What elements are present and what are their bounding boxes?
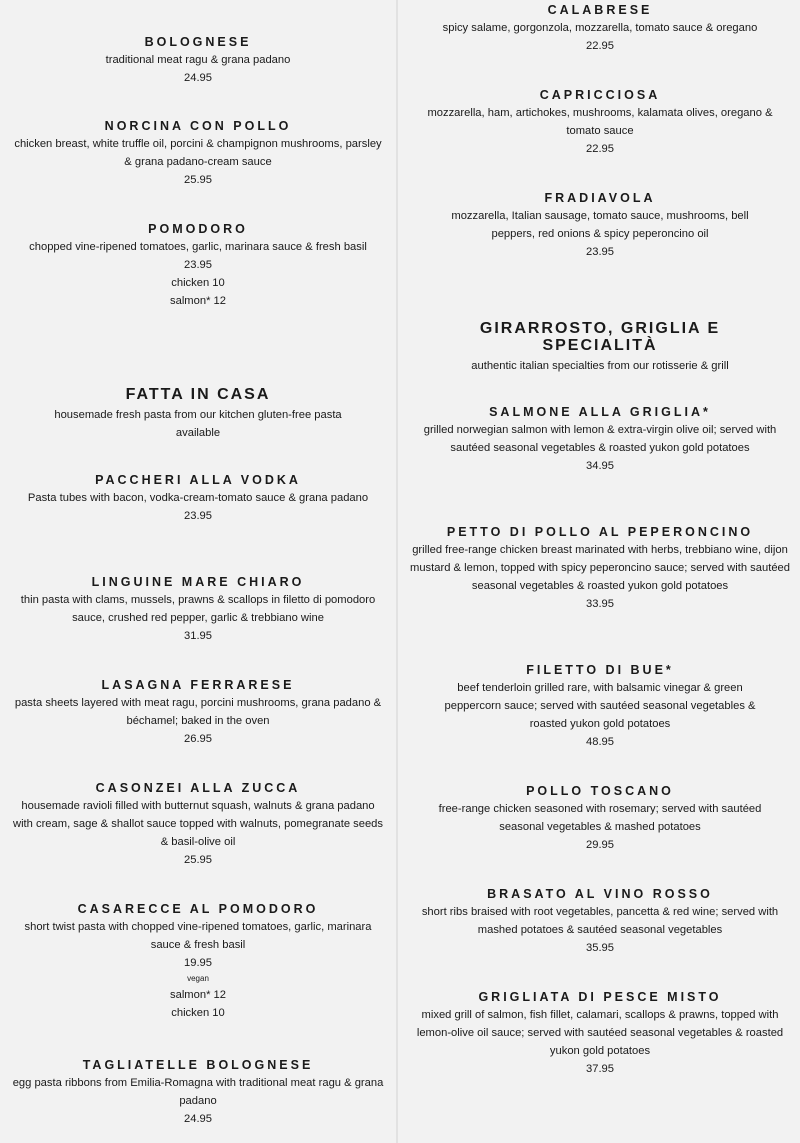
item-name: SALMONE ALLA GRIGLIA*: [489, 405, 711, 419]
item-name: LASAGNA FERRARESE: [101, 678, 295, 692]
item-price: 35.95: [586, 942, 614, 954]
item-name: LINGUINE MARE CHIARO: [91, 575, 305, 589]
item-name: CALABRESE: [547, 3, 653, 17]
item-price: 23.95: [184, 510, 212, 522]
item-price: 25.95: [184, 854, 212, 866]
item-name: CASONZEI ALLA ZUCCA: [95, 781, 301, 795]
item-description: grilled norwegian salmon with lemon & extra-virgin olive oil; served with sautéed seasonal vegetables & roasted yukon gold potatoes: [423, 424, 777, 454]
menu-item-linguine-mare-chiaro: [0, 574, 396, 645]
item-name: CAPRICCIOSA: [539, 88, 661, 102]
menu-item-fradiavola: [400, 190, 800, 261]
item-price: 48.95: [586, 736, 614, 748]
item-price: 22.95: [586, 143, 614, 155]
menu-item-pomodoro: [0, 221, 396, 310]
section-title: FATTA IN CASA: [125, 386, 271, 403]
menu-item-filetto-di-bue: [400, 662, 800, 751]
item-description: beef tenderloin grilled rare, with balsamic vinegar & green peppercorn sauce; served with sautéed seasonal vegetables & roasted yukon gold potatoes: [444, 682, 756, 730]
item-price: 29.95: [586, 839, 614, 851]
item-name: BRASATO AL VINO ROSSO: [487, 887, 713, 901]
item-description: short ribs braised with root vegetables, pancetta & red wine; served with mashed potatoes & sautéed seasonal vegetables: [421, 906, 779, 936]
item-price: 24.95: [184, 1113, 212, 1125]
menu-item-petto-di-pollo: [400, 524, 800, 613]
item-price: 34.95: [586, 460, 614, 472]
item-price: 22.95: [586, 40, 614, 52]
right-column: [400, 0, 800, 1143]
item-name: FRADIAVOLA: [544, 191, 656, 205]
menu-item-lasagna-ferrarese: [0, 677, 396, 748]
item-addon-salmon: salmon* 12: [170, 295, 226, 307]
item-name: POLLO TOSCANO: [526, 784, 674, 798]
menu-item-grigliata-di-pesce-misto: [400, 989, 800, 1078]
item-addon-chicken: chicken 10: [171, 277, 225, 289]
item-name: PACCHERI ALLA VODKA: [95, 473, 301, 487]
item-price: 23.95: [184, 259, 212, 271]
item-addon-salmon: salmon* 12: [170, 989, 226, 1001]
menu-item-paccheri-alla-vodka: [0, 472, 396, 525]
item-name: CASARECCE AL POMODORO: [77, 902, 319, 916]
menu-item-calabrese: [400, 2, 800, 55]
item-price: 31.95: [184, 630, 212, 642]
menu-item-salmone-alla-griglia: [400, 404, 800, 475]
item-price: 26.95: [184, 733, 212, 745]
item-description: chicken breast, white truffle oil, porcini & champignon mushrooms, parsley & grana padano-cream sauce: [14, 138, 382, 168]
menu-item-brasato-al-vino-rosso: [400, 886, 800, 957]
section-subtitle: authentic italian specialties from our rotisserie & grill: [471, 360, 729, 372]
menu-item-tagliatelle-bolognese: [0, 1057, 396, 1128]
section-subtitle: housemade fresh pasta from our kitchen gluten-free pasta available: [54, 409, 342, 439]
item-description: free-range chicken seasoned with rosemary; served with sautéed seasonal vegetables & mashed potatoes: [438, 803, 762, 833]
item-price: 37.95: [586, 1063, 614, 1075]
item-description: mozzarella, ham, artichokes, mushrooms, kalamata olives, oregano & tomato sauce: [427, 107, 773, 137]
item-name: NORCINA CON POLLO: [104, 119, 292, 133]
menu-item-pollo-toscano: [400, 783, 800, 854]
item-addon-chicken: chicken 10: [171, 1007, 225, 1019]
item-name: PETTO DI POLLO AL PEPERONCINO: [446, 525, 754, 539]
menu-item-casarecce-al-pomodoro: [0, 901, 396, 1022]
section-girarrosto: [400, 320, 800, 375]
item-description: spicy salame, gorgonzola, mozzarella, tomato sauce & oregano: [442, 22, 758, 34]
item-name: FILETTO DI BUE*: [526, 663, 674, 677]
item-price: 25.95: [184, 174, 212, 186]
item-description: Pasta tubes with bacon, vodka-cream-tomato sauce & grana padano: [27, 492, 369, 504]
section-title: GIRARROSTO, GRIGLIA E SPECIALITÀ: [479, 320, 721, 354]
item-description: thin pasta with clams, mussels, prawns & scallops in filetto di pomodoro sauce, crushed red pepper, garlic & trebbiano wine: [20, 594, 376, 624]
item-description: housemade ravioli filled with butternut squash, walnuts & grana padano with cream, sage & shallot sauce topped with walnuts, pomegranate seeds & basil-olive oil: [12, 800, 384, 848]
item-description: grilled free-range chicken breast marinated with herbs, trebbiano wine, dijon mustard & lemon, topped with spicy peperoncino sauce; served with sautéed seasonal vegetables & roasted yukon gold potatoes: [410, 544, 790, 592]
menu-item-casonzei-alla-zucca: [0, 780, 396, 869]
menu-item-bolognese: [0, 34, 396, 87]
item-description: mixed grill of salmon, fish fillet, calamari, scallops & prawns, topped with lemon-olive oil sauce; served with sautéed seasonal vegetables & roasted yukon gold potatoes: [416, 1009, 784, 1057]
item-description: traditional meat ragu & grana padano: [105, 54, 291, 66]
item-price: 33.95: [586, 598, 614, 610]
item-price: 19.95: [184, 957, 212, 969]
item-price: 23.95: [586, 246, 614, 258]
menu-item-capricciosa: [400, 87, 800, 158]
item-price: 24.95: [184, 72, 212, 84]
item-name: GRIGLIATA DI PESCE MISTO: [478, 990, 722, 1004]
item-name: TAGLIATELLE BOLOGNESE: [82, 1058, 314, 1072]
section-fatta-in-casa: [0, 386, 396, 442]
item-description: egg pasta ribbons from Emilia-Romagna with traditional meat ragu & grana padano: [12, 1077, 384, 1107]
column-divider: [396, 0, 398, 1143]
menu-item-norcina-con-pollo: [0, 118, 396, 189]
item-description: pasta sheets layered with meat ragu, porcini mushrooms, grana padano & béchamel; baked in the oven: [14, 697, 382, 727]
item-name: BOLOGNESE: [144, 35, 252, 49]
item-description: mozzarella, Italian sausage, tomato sauce, mushrooms, bell peppers, red onions & spicy peperoncino oil: [451, 210, 749, 240]
item-description: chopped vine-ripened tomatoes, garlic, marinara sauce & fresh basil: [29, 241, 367, 253]
item-name: POMODORO: [148, 222, 248, 236]
left-column: [0, 0, 396, 1143]
item-description: short twist pasta with chopped vine-ripened tomatoes, garlic, marinara sauce & fresh basil: [24, 921, 372, 951]
item-note-vegan: vegan: [187, 974, 209, 983]
